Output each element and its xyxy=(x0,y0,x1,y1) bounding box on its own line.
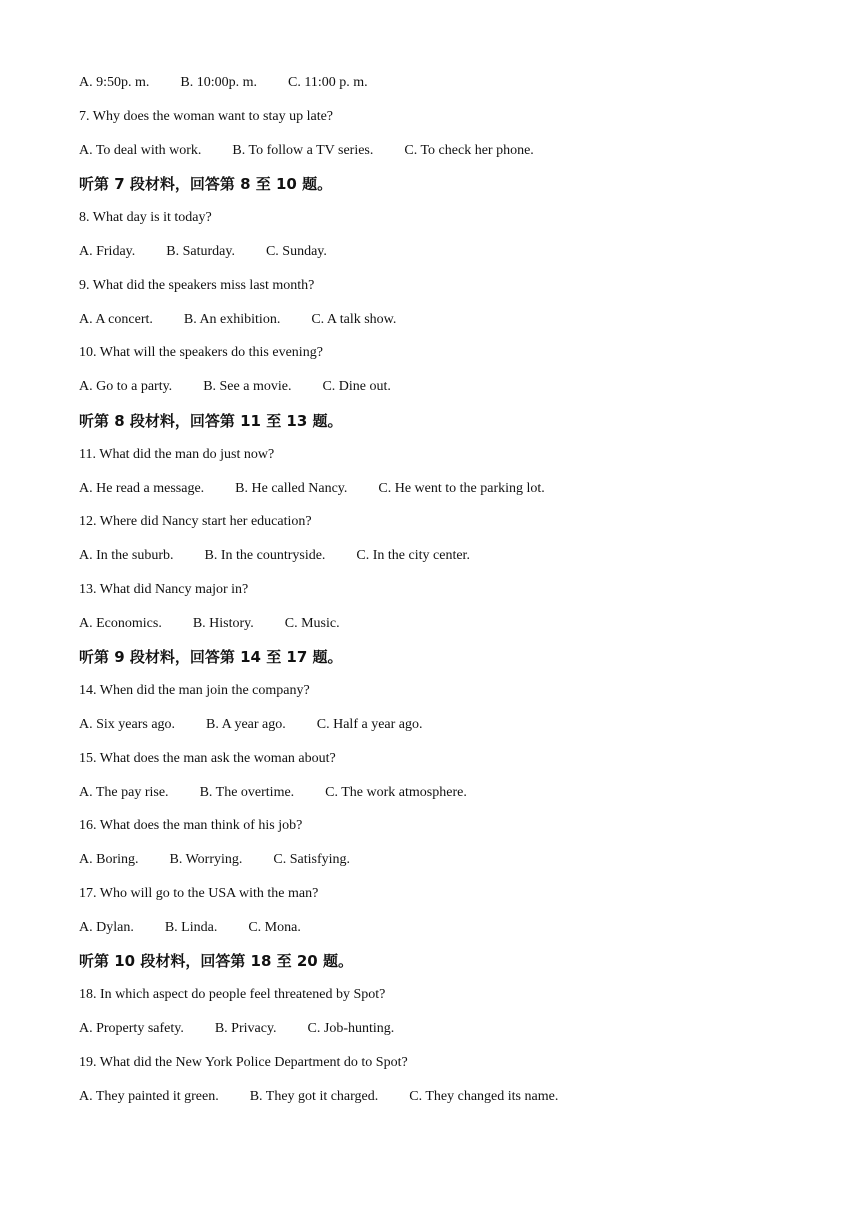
option-c: C. Sunday. xyxy=(265,244,327,259)
q18-question: 18. In which aspect do people feel threatened by Spot? xyxy=(79,987,386,1002)
q15-question: 15. What does the man ask the woman about? xyxy=(79,751,336,766)
q16-options xyxy=(79,851,350,869)
option-c: C. Mona. xyxy=(248,920,301,935)
option-a: A. 9:50p. m. xyxy=(79,75,150,90)
q14-options xyxy=(79,716,423,734)
option-b: B. 10:00p. m. xyxy=(180,75,258,90)
q15-options xyxy=(79,784,467,802)
option-a: A. Property safety. xyxy=(79,1021,184,1036)
option-c: C. Music. xyxy=(284,616,340,631)
option-c: C. The work atmosphere. xyxy=(325,785,467,800)
q12-question: 12. Where did Nancy start her education? xyxy=(79,514,312,529)
section-7-heading: 听第 7 段材料，回答第 8 至 10 题。 xyxy=(79,175,333,193)
q11-options xyxy=(79,480,545,498)
option-b: B. To follow a TV series. xyxy=(232,143,374,158)
option-b: B. An exhibition. xyxy=(183,312,281,327)
q9-question: 9. What did the speakers miss last month? xyxy=(79,278,315,293)
q7-options xyxy=(79,142,534,160)
option-c: C. Half a year ago. xyxy=(316,717,423,732)
option-c: C. In the city center. xyxy=(356,548,470,563)
option-b: B. Worrying. xyxy=(169,852,243,867)
option-b: B. Linda. xyxy=(164,920,218,935)
q10-question: 10. What will the speakers do this evening? xyxy=(79,345,323,360)
option-a: A. Boring. xyxy=(79,852,139,867)
option-b: B. In the countryside. xyxy=(204,548,326,563)
section-10-heading: 听第 10 段材料，回答第 18 至 20 题。 xyxy=(79,952,353,970)
section-8-heading: 听第 8 段材料，回答第 11 至 13 题。 xyxy=(79,412,343,430)
option-b: B. They got it charged. xyxy=(249,1089,379,1104)
option-c: C. A talk show. xyxy=(311,312,397,327)
option-c: C. Dine out. xyxy=(322,379,391,394)
option-a: A. The pay rise. xyxy=(79,785,169,800)
option-c: C. To check her phone. xyxy=(404,143,534,158)
q13-question: 13. What did Nancy major in? xyxy=(79,582,249,597)
q14-question: 14. When did the man join the company? xyxy=(79,683,310,698)
q19-options xyxy=(79,1088,558,1106)
option-c: C. Job-hunting. xyxy=(307,1021,395,1036)
q18-options xyxy=(79,1020,394,1038)
option-a: A. A concert. xyxy=(79,312,153,327)
option-b: B. History. xyxy=(192,616,254,631)
option-b: B. He called Nancy. xyxy=(235,481,348,496)
option-a: A. To deal with work. xyxy=(79,143,202,158)
option-c: C. They changed its name. xyxy=(409,1089,559,1104)
q16-question: 16. What does the man think of his job? xyxy=(79,818,303,833)
q6-options xyxy=(79,74,368,92)
option-a: A. In the suburb. xyxy=(79,548,174,563)
option-b: B. Saturday. xyxy=(166,244,235,259)
option-a: A. They painted it green. xyxy=(79,1089,219,1104)
q10-options xyxy=(79,378,391,396)
q9-options xyxy=(79,311,396,329)
option-c: C. Satisfying. xyxy=(273,852,351,867)
option-a: A. Dylan. xyxy=(79,920,134,935)
q8-options xyxy=(79,243,327,261)
option-b: B. A year ago. xyxy=(206,717,286,732)
option-c: C. 11:00 p. m. xyxy=(288,75,368,90)
q17-options xyxy=(79,919,301,937)
option-a: A. Friday. xyxy=(79,244,136,259)
q7-question: 7. Why does the woman want to stay up late? xyxy=(79,109,334,124)
q13-options xyxy=(79,615,340,633)
option-c: C. He went to the parking lot. xyxy=(378,481,545,496)
option-b: B. Privacy. xyxy=(214,1021,277,1036)
option-b: B. See a movie. xyxy=(203,379,292,394)
q17-question: 17. Who will go to the USA with the man? xyxy=(79,886,319,901)
option-a: A. Economics. xyxy=(79,616,162,631)
option-b: B. The overtime. xyxy=(199,785,295,800)
q19-question: 19. What did the New York Police Department do to Spot? xyxy=(79,1055,408,1070)
q8-question: 8. What day is it today? xyxy=(79,210,212,225)
q12-options xyxy=(79,547,470,565)
section-9-heading: 听第 9 段材料，回答第 14 至 17 题。 xyxy=(79,648,343,666)
option-a: A. Go to a party. xyxy=(79,379,173,394)
option-a: A. Six years ago. xyxy=(79,717,176,732)
q11-question: 11. What did the man do just now? xyxy=(79,447,275,462)
option-a: A. He read a message. xyxy=(79,481,205,496)
